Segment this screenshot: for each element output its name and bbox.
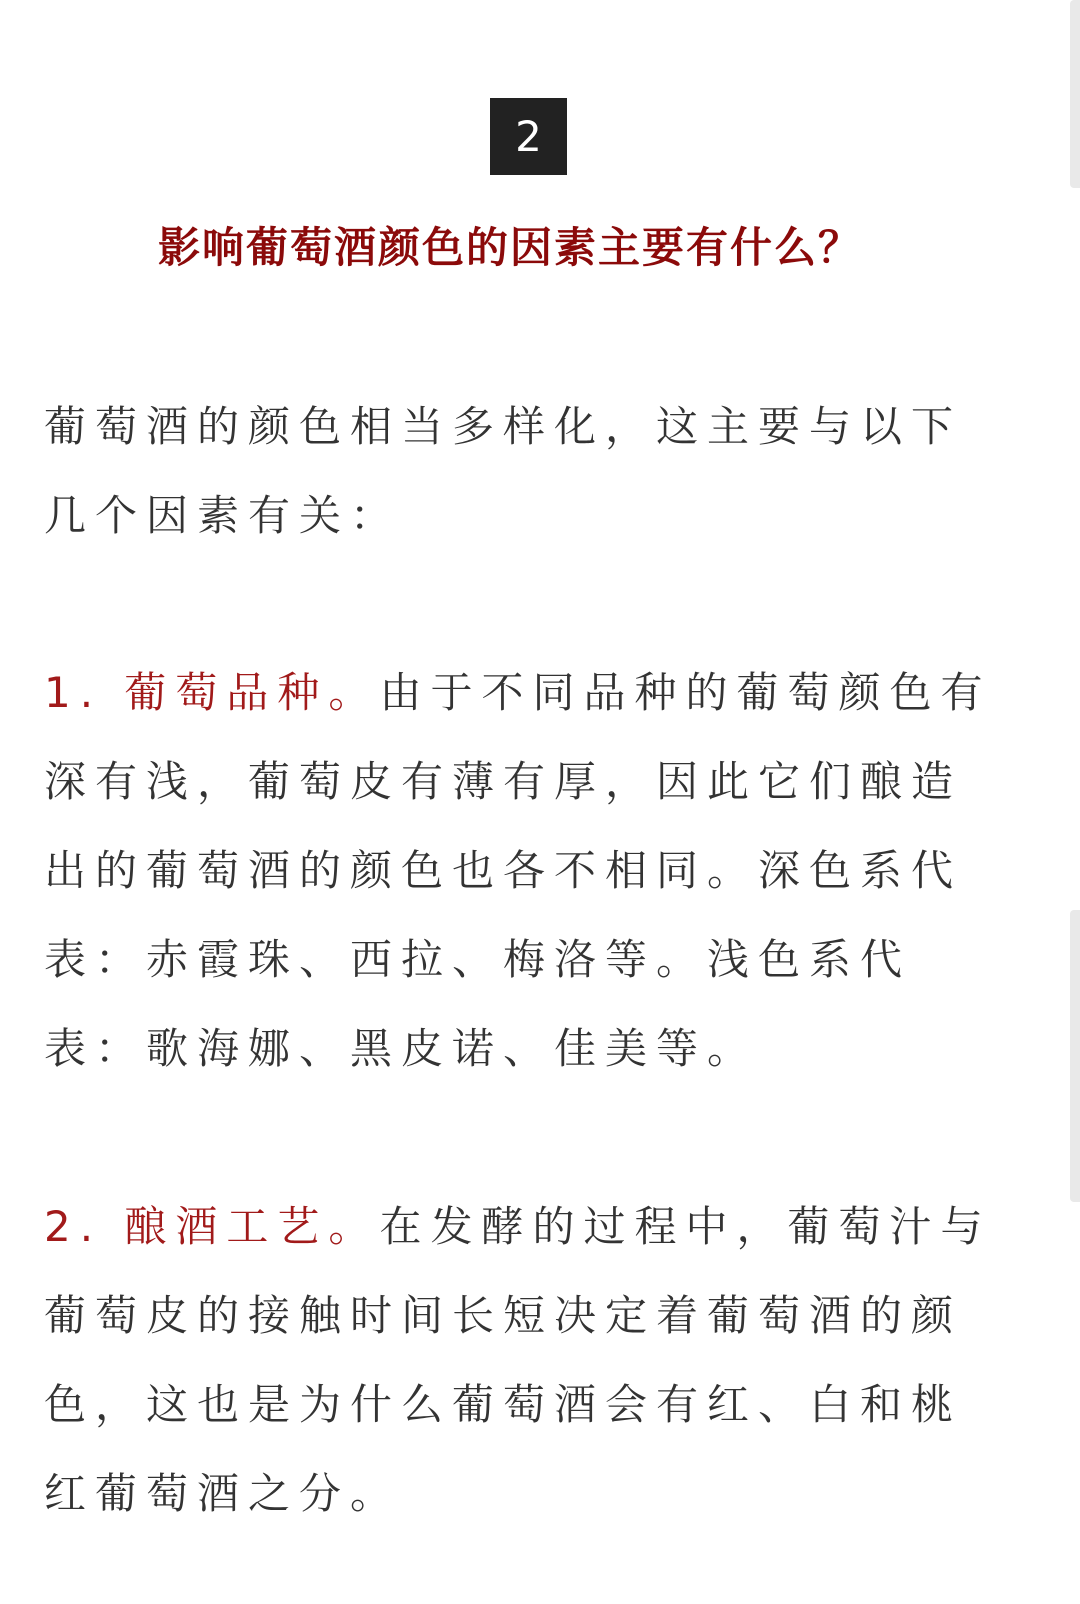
intro-paragraph <box>44 382 1010 560</box>
factor-paragraph-grape-variety <box>44 648 1010 1093</box>
intro-text: 葡萄酒的颜色相当多样化，这主要与以下几个因素有关： <box>44 402 963 540</box>
section-number-badge: 2 <box>490 98 567 175</box>
scrollbar-thumb-top[interactable] <box>1070 0 1080 188</box>
factor-heading-winemaking: 2. 酿酒工艺。 <box>44 1202 380 1251</box>
factor-paragraph-winemaking <box>44 1182 1010 1538</box>
factor-heading-grape-variety: 1. 葡萄品种。 <box>44 668 380 717</box>
factor-text-grape-variety: 由于不同品种的葡萄颜色有深有浅，葡萄皮有薄有厚，因此它们酿造出的葡萄酒的颜色也各不相同。深色系代表：赤霞珠、西拉、梅洛等。浅色系代表：歌海娜、黑皮诺、佳美等。 <box>44 668 992 1073</box>
scrollbar-thumb[interactable] <box>1070 910 1080 1202</box>
factor-text-winemaking: 在发酵的过程中，葡萄汁与葡萄皮的接触时间长短决定着葡萄酒的颜色，这也是为什么葡萄酒会有红、白和桃红葡萄酒之分。 <box>44 1202 992 1518</box>
section-title: 影响葡萄酒颜色的因素主要有什么？ <box>157 223 862 272</box>
